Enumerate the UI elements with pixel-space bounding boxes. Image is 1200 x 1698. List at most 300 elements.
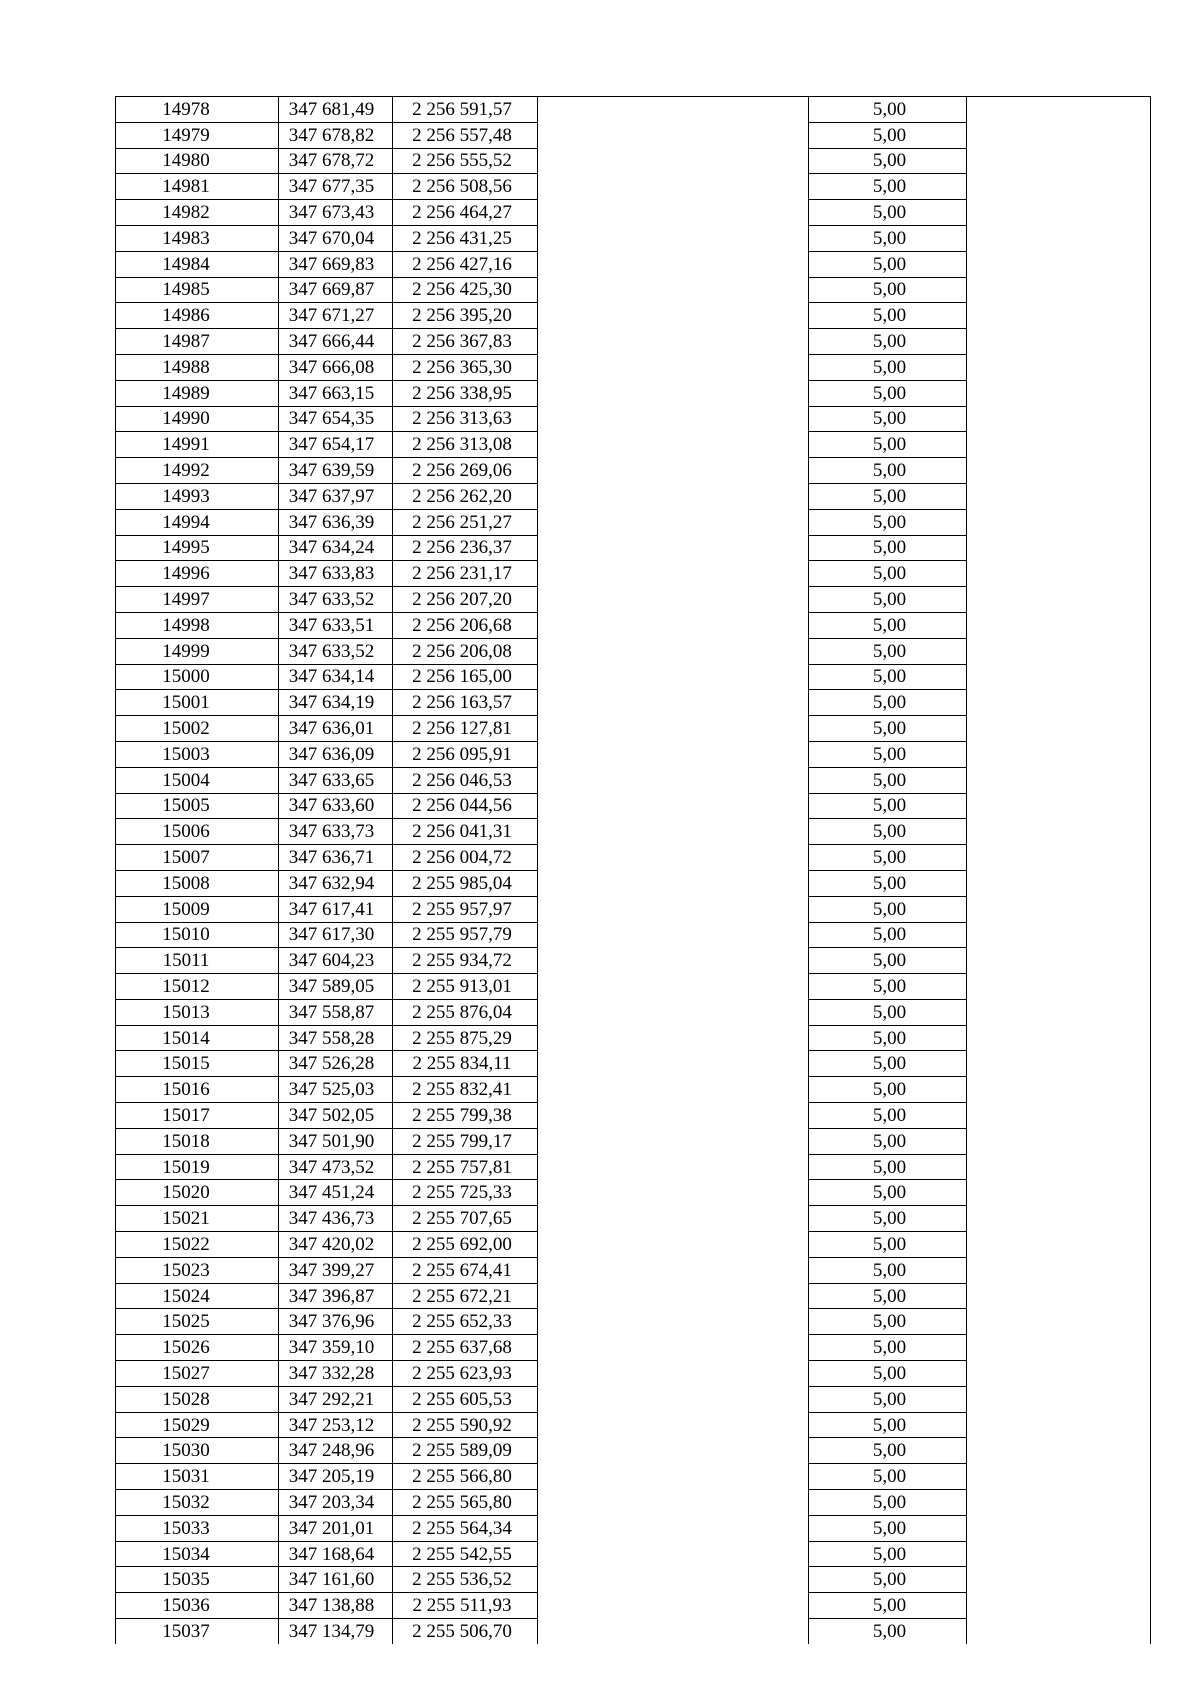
point-number-cell: 14991 [116, 432, 279, 458]
x-coordinate-cell: 347 633,52 [279, 638, 393, 664]
x-coordinate-cell: 347 617,41 [279, 896, 393, 922]
table-row [116, 535, 1151, 561]
point-number-cell: 15001 [116, 690, 279, 716]
x-coordinate-cell: 347 473,52 [279, 1154, 393, 1180]
x-coordinate-cell: 347 670,04 [279, 225, 393, 251]
value-cell: 5,00 [809, 406, 967, 432]
point-number-cell: 15028 [116, 1386, 279, 1412]
point-number-cell: 15007 [116, 845, 279, 871]
x-coordinate-cell: 347 632,94 [279, 870, 393, 896]
y-coordinate-cell: 2 256 269,06 [393, 458, 538, 484]
table-row [116, 741, 1151, 767]
empty-column-cell [538, 974, 809, 1000]
y-coordinate-cell: 2 256 206,68 [393, 612, 538, 638]
point-number-cell: 14981 [116, 174, 279, 200]
table-row [116, 1335, 1151, 1361]
y-coordinate-cell: 2 255 934,72 [393, 948, 538, 974]
empty-column-cell [967, 819, 1151, 845]
table-row [116, 1128, 1151, 1154]
value-cell: 5,00 [809, 1128, 967, 1154]
x-coordinate-cell: 347 681,49 [279, 97, 393, 123]
value-cell: 5,00 [809, 225, 967, 251]
point-number-cell: 15012 [116, 974, 279, 1000]
table-row [116, 432, 1151, 458]
empty-column-cell [967, 148, 1151, 174]
point-number-cell: 14993 [116, 483, 279, 509]
value-cell: 5,00 [809, 1541, 967, 1567]
empty-column-cell [538, 432, 809, 458]
x-coordinate-cell: 347 639,59 [279, 458, 393, 484]
empty-column-cell [538, 612, 809, 638]
empty-column-cell [538, 1490, 809, 1516]
y-coordinate-cell: 2 256 004,72 [393, 845, 538, 871]
empty-column-cell [538, 999, 809, 1025]
y-coordinate-cell: 2 255 757,81 [393, 1154, 538, 1180]
value-cell: 5,00 [809, 1593, 967, 1619]
point-number-cell: 14998 [116, 612, 279, 638]
table-row [116, 1386, 1151, 1412]
value-cell: 5,00 [809, 1180, 967, 1206]
table-row [116, 922, 1151, 948]
empty-column-cell [967, 716, 1151, 742]
empty-column-cell [538, 277, 809, 303]
empty-column-cell [538, 458, 809, 484]
table-row [116, 97, 1151, 123]
table-row [116, 1154, 1151, 1180]
point-number-cell: 14982 [116, 200, 279, 226]
point-number-cell: 15036 [116, 1593, 279, 1619]
table-row [116, 122, 1151, 148]
y-coordinate-cell: 2 255 876,04 [393, 999, 538, 1025]
x-coordinate-cell: 347 666,44 [279, 329, 393, 355]
point-number-cell: 14985 [116, 277, 279, 303]
value-cell: 5,00 [809, 200, 967, 226]
empty-column-cell [967, 638, 1151, 664]
table-row [116, 948, 1151, 974]
empty-column-cell [538, 1464, 809, 1490]
x-coordinate-cell: 347 678,72 [279, 148, 393, 174]
y-coordinate-cell: 2 255 542,55 [393, 1541, 538, 1567]
value-cell: 5,00 [809, 1309, 967, 1335]
empty-column-cell [967, 1412, 1151, 1438]
x-coordinate-cell: 347 203,34 [279, 1490, 393, 1516]
empty-column-cell [967, 999, 1151, 1025]
point-number-cell: 14996 [116, 561, 279, 587]
point-number-cell: 15015 [116, 1051, 279, 1077]
empty-column-cell [967, 690, 1151, 716]
value-cell: 5,00 [809, 845, 967, 871]
point-number-cell: 15022 [116, 1232, 279, 1258]
value-cell: 5,00 [809, 664, 967, 690]
empty-column-cell [538, 819, 809, 845]
empty-column-cell [967, 122, 1151, 148]
point-number-cell: 14978 [116, 97, 279, 123]
x-coordinate-cell: 347 558,28 [279, 1025, 393, 1051]
table-row [116, 767, 1151, 793]
empty-column-cell [538, 1567, 809, 1593]
x-coordinate-cell: 347 138,88 [279, 1593, 393, 1619]
empty-column-cell [538, 1025, 809, 1051]
empty-column-cell [538, 1438, 809, 1464]
table-row [116, 225, 1151, 251]
point-number-cell: 15018 [116, 1128, 279, 1154]
table-row [116, 174, 1151, 200]
point-number-cell: 15003 [116, 741, 279, 767]
point-number-cell: 15026 [116, 1335, 279, 1361]
empty-column-cell [967, 845, 1151, 871]
x-coordinate-cell: 347 248,96 [279, 1438, 393, 1464]
x-coordinate-cell: 347 332,28 [279, 1361, 393, 1387]
empty-column-cell [967, 535, 1151, 561]
empty-column-cell [967, 225, 1151, 251]
value-cell: 5,00 [809, 561, 967, 587]
point-number-cell: 15005 [116, 793, 279, 819]
point-number-cell: 14989 [116, 380, 279, 406]
x-coordinate-cell: 347 526,28 [279, 1051, 393, 1077]
point-number-cell: 15013 [116, 999, 279, 1025]
table-row [116, 664, 1151, 690]
table-row [116, 303, 1151, 329]
empty-column-cell [538, 1309, 809, 1335]
point-number-cell: 15031 [116, 1464, 279, 1490]
empty-column-cell [967, 1128, 1151, 1154]
value-cell: 5,00 [809, 97, 967, 123]
value-cell: 5,00 [809, 896, 967, 922]
table-row [116, 1490, 1151, 1516]
value-cell: 5,00 [809, 380, 967, 406]
table-row [116, 690, 1151, 716]
x-coordinate-cell: 347 666,08 [279, 354, 393, 380]
table-row [116, 458, 1151, 484]
empty-column-cell [967, 483, 1151, 509]
y-coordinate-cell: 2 256 044,56 [393, 793, 538, 819]
value-cell: 5,00 [809, 819, 967, 845]
table-row [116, 380, 1151, 406]
empty-column-cell [538, 741, 809, 767]
value-cell: 5,00 [809, 1386, 967, 1412]
table-row [116, 329, 1151, 355]
x-coordinate-cell: 347 677,35 [279, 174, 393, 200]
empty-column-cell [967, 1490, 1151, 1516]
point-number-cell: 15032 [116, 1490, 279, 1516]
empty-column-cell [538, 1051, 809, 1077]
value-cell: 5,00 [809, 741, 967, 767]
y-coordinate-cell: 2 255 506,70 [393, 1619, 538, 1644]
y-coordinate-cell: 2 255 913,01 [393, 974, 538, 1000]
table-row [116, 148, 1151, 174]
empty-column-cell [967, 1103, 1151, 1129]
table-row [116, 1593, 1151, 1619]
empty-column-cell [538, 1232, 809, 1258]
table-row [116, 483, 1151, 509]
value-cell: 5,00 [809, 638, 967, 664]
coordinates-table-body [116, 97, 1151, 1644]
x-coordinate-cell: 347 636,09 [279, 741, 393, 767]
value-cell: 5,00 [809, 587, 967, 613]
y-coordinate-cell: 2 255 637,68 [393, 1335, 538, 1361]
empty-column-cell [538, 1412, 809, 1438]
empty-column-cell [967, 458, 1151, 484]
empty-column-cell [538, 845, 809, 871]
value-cell: 5,00 [809, 535, 967, 561]
table-row [116, 1232, 1151, 1258]
table-row [116, 974, 1151, 1000]
y-coordinate-cell: 2 255 799,17 [393, 1128, 538, 1154]
value-cell: 5,00 [809, 1154, 967, 1180]
table-row [116, 1541, 1151, 1567]
empty-column-cell [967, 380, 1151, 406]
empty-column-cell [967, 406, 1151, 432]
empty-column-cell [538, 303, 809, 329]
empty-column-cell [967, 1438, 1151, 1464]
empty-column-cell [967, 767, 1151, 793]
y-coordinate-cell: 2 255 511,93 [393, 1593, 538, 1619]
empty-column-cell [538, 1206, 809, 1232]
x-coordinate-cell: 347 633,51 [279, 612, 393, 638]
point-number-cell: 15010 [116, 922, 279, 948]
y-coordinate-cell: 2 255 957,79 [393, 922, 538, 948]
empty-column-cell [538, 509, 809, 535]
x-coordinate-cell: 347 399,27 [279, 1257, 393, 1283]
point-number-cell: 14988 [116, 354, 279, 380]
y-coordinate-cell: 2 255 985,04 [393, 870, 538, 896]
empty-column-cell [538, 922, 809, 948]
y-coordinate-cell: 2 256 555,52 [393, 148, 538, 174]
value-cell: 5,00 [809, 1490, 967, 1516]
y-coordinate-cell: 2 256 095,91 [393, 741, 538, 767]
x-coordinate-cell: 347 168,64 [279, 1541, 393, 1567]
x-coordinate-cell: 347 451,24 [279, 1180, 393, 1206]
x-coordinate-cell: 347 669,83 [279, 251, 393, 277]
point-number-cell: 14997 [116, 587, 279, 613]
y-coordinate-cell: 2 255 589,09 [393, 1438, 538, 1464]
y-coordinate-cell: 2 255 623,93 [393, 1361, 538, 1387]
table-row [116, 1283, 1151, 1309]
x-coordinate-cell: 347 253,12 [279, 1412, 393, 1438]
point-number-cell: 14990 [116, 406, 279, 432]
empty-column-cell [967, 1257, 1151, 1283]
empty-column-cell [967, 1515, 1151, 1541]
empty-column-cell [967, 948, 1151, 974]
y-coordinate-cell: 2 256 313,08 [393, 432, 538, 458]
y-coordinate-cell: 2 255 590,92 [393, 1412, 538, 1438]
empty-column-cell [538, 767, 809, 793]
table-row [116, 561, 1151, 587]
point-number-cell: 15024 [116, 1283, 279, 1309]
point-number-cell: 15029 [116, 1412, 279, 1438]
table-row [116, 1309, 1151, 1335]
x-coordinate-cell: 347 633,65 [279, 767, 393, 793]
empty-column-cell [967, 1232, 1151, 1258]
empty-column-cell [967, 922, 1151, 948]
empty-column-cell [538, 148, 809, 174]
empty-column-cell [967, 174, 1151, 200]
y-coordinate-cell: 2 256 427,16 [393, 251, 538, 277]
value-cell: 5,00 [809, 1077, 967, 1103]
point-number-cell: 15000 [116, 664, 279, 690]
table-row [116, 1180, 1151, 1206]
table-row [116, 716, 1151, 742]
empty-column-cell [967, 561, 1151, 587]
point-number-cell: 14979 [116, 122, 279, 148]
point-number-cell: 15002 [116, 716, 279, 742]
x-coordinate-cell: 347 436,73 [279, 1206, 393, 1232]
empty-column-cell [967, 251, 1151, 277]
empty-column-cell [538, 561, 809, 587]
empty-column-cell [538, 664, 809, 690]
point-number-cell: 15011 [116, 948, 279, 974]
empty-column-cell [538, 716, 809, 742]
value-cell: 5,00 [809, 458, 967, 484]
x-coordinate-cell: 347 636,71 [279, 845, 393, 871]
x-coordinate-cell: 347 633,73 [279, 819, 393, 845]
point-number-cell: 15016 [116, 1077, 279, 1103]
empty-column-cell [967, 329, 1151, 355]
empty-column-cell [538, 1257, 809, 1283]
point-number-cell: 15004 [116, 767, 279, 793]
y-coordinate-cell: 2 256 338,95 [393, 380, 538, 406]
value-cell: 5,00 [809, 999, 967, 1025]
x-coordinate-cell: 347 673,43 [279, 200, 393, 226]
y-coordinate-cell: 2 256 365,30 [393, 354, 538, 380]
x-coordinate-cell: 347 636,39 [279, 509, 393, 535]
point-number-cell: 15017 [116, 1103, 279, 1129]
value-cell: 5,00 [809, 1412, 967, 1438]
empty-column-cell [967, 896, 1151, 922]
x-coordinate-cell: 347 617,30 [279, 922, 393, 948]
value-cell: 5,00 [809, 1567, 967, 1593]
y-coordinate-cell: 2 255 565,80 [393, 1490, 538, 1516]
table-row [116, 1438, 1151, 1464]
value-cell: 5,00 [809, 612, 967, 638]
table-row [116, 793, 1151, 819]
x-coordinate-cell: 347 678,82 [279, 122, 393, 148]
point-number-cell: 15027 [116, 1361, 279, 1387]
y-coordinate-cell: 2 256 431,25 [393, 225, 538, 251]
y-coordinate-cell: 2 255 692,00 [393, 1232, 538, 1258]
y-coordinate-cell: 2 256 236,37 [393, 535, 538, 561]
y-coordinate-cell: 2 256 395,20 [393, 303, 538, 329]
table-row [116, 354, 1151, 380]
y-coordinate-cell: 2 256 046,53 [393, 767, 538, 793]
x-coordinate-cell: 347 420,02 [279, 1232, 393, 1258]
table-row [116, 1619, 1151, 1644]
value-cell: 5,00 [809, 1051, 967, 1077]
empty-column-cell [967, 870, 1151, 896]
value-cell: 5,00 [809, 329, 967, 355]
table-row [116, 896, 1151, 922]
point-number-cell: 14987 [116, 329, 279, 355]
empty-column-cell [967, 1180, 1151, 1206]
x-coordinate-cell: 347 205,19 [279, 1464, 393, 1490]
point-number-cell: 15037 [116, 1619, 279, 1644]
y-coordinate-cell: 2 256 313,63 [393, 406, 538, 432]
table-row [116, 638, 1151, 664]
y-coordinate-cell: 2 256 041,31 [393, 819, 538, 845]
x-coordinate-cell: 347 634,24 [279, 535, 393, 561]
x-coordinate-cell: 347 502,05 [279, 1103, 393, 1129]
empty-column-cell [967, 1025, 1151, 1051]
point-number-cell: 15034 [116, 1541, 279, 1567]
empty-column-cell [538, 380, 809, 406]
empty-column-cell [538, 638, 809, 664]
x-coordinate-cell: 347 134,79 [279, 1619, 393, 1644]
empty-column-cell [538, 1386, 809, 1412]
point-number-cell: 15009 [116, 896, 279, 922]
point-number-cell: 14986 [116, 303, 279, 329]
value-cell: 5,00 [809, 974, 967, 1000]
y-coordinate-cell: 2 256 464,27 [393, 200, 538, 226]
value-cell: 5,00 [809, 1619, 967, 1644]
empty-column-cell [538, 174, 809, 200]
value-cell: 5,00 [809, 1232, 967, 1258]
value-cell: 5,00 [809, 483, 967, 509]
y-coordinate-cell: 2 256 367,83 [393, 329, 538, 355]
table-row [116, 200, 1151, 226]
empty-column-cell [538, 1154, 809, 1180]
empty-column-cell [538, 200, 809, 226]
point-number-cell: 15030 [116, 1438, 279, 1464]
x-coordinate-cell: 347 396,87 [279, 1283, 393, 1309]
point-number-cell: 15014 [116, 1025, 279, 1051]
empty-column-cell [538, 354, 809, 380]
table-row [116, 1361, 1151, 1387]
x-coordinate-cell: 347 636,01 [279, 716, 393, 742]
empty-column-cell [967, 1464, 1151, 1490]
y-coordinate-cell: 2 256 127,81 [393, 716, 538, 742]
empty-column-cell [967, 200, 1151, 226]
y-coordinate-cell: 2 255 672,21 [393, 1283, 538, 1309]
table-row [116, 999, 1151, 1025]
empty-column-cell [538, 1103, 809, 1129]
x-coordinate-cell: 347 669,87 [279, 277, 393, 303]
empty-column-cell [538, 896, 809, 922]
y-coordinate-cell: 2 255 834,11 [393, 1051, 538, 1077]
x-coordinate-cell: 347 201,01 [279, 1515, 393, 1541]
x-coordinate-cell: 347 376,96 [279, 1309, 393, 1335]
empty-column-cell [538, 870, 809, 896]
empty-column-cell [538, 251, 809, 277]
y-coordinate-cell: 2 255 957,97 [393, 896, 538, 922]
value-cell: 5,00 [809, 148, 967, 174]
y-coordinate-cell: 2 255 799,38 [393, 1103, 538, 1129]
y-coordinate-cell: 2 256 206,08 [393, 638, 538, 664]
value-cell: 5,00 [809, 793, 967, 819]
value-cell: 5,00 [809, 1025, 967, 1051]
table-row [116, 509, 1151, 535]
point-number-cell: 14984 [116, 251, 279, 277]
y-coordinate-cell: 2 255 536,52 [393, 1567, 538, 1593]
empty-column-cell [967, 1386, 1151, 1412]
empty-column-cell [967, 1593, 1151, 1619]
point-number-cell: 14995 [116, 535, 279, 561]
value-cell: 5,00 [809, 354, 967, 380]
empty-column-cell [538, 1077, 809, 1103]
point-number-cell: 15019 [116, 1154, 279, 1180]
empty-column-cell [967, 1335, 1151, 1361]
empty-column-cell [538, 535, 809, 561]
table-row [116, 1103, 1151, 1129]
value-cell: 5,00 [809, 1103, 967, 1129]
empty-column-cell [538, 1619, 809, 1644]
empty-column-cell [967, 974, 1151, 1000]
y-coordinate-cell: 2 256 231,17 [393, 561, 538, 587]
value-cell: 5,00 [809, 509, 967, 535]
empty-column-cell [538, 1361, 809, 1387]
table-row [116, 1412, 1151, 1438]
y-coordinate-cell: 2 256 251,27 [393, 509, 538, 535]
table-row [116, 1257, 1151, 1283]
